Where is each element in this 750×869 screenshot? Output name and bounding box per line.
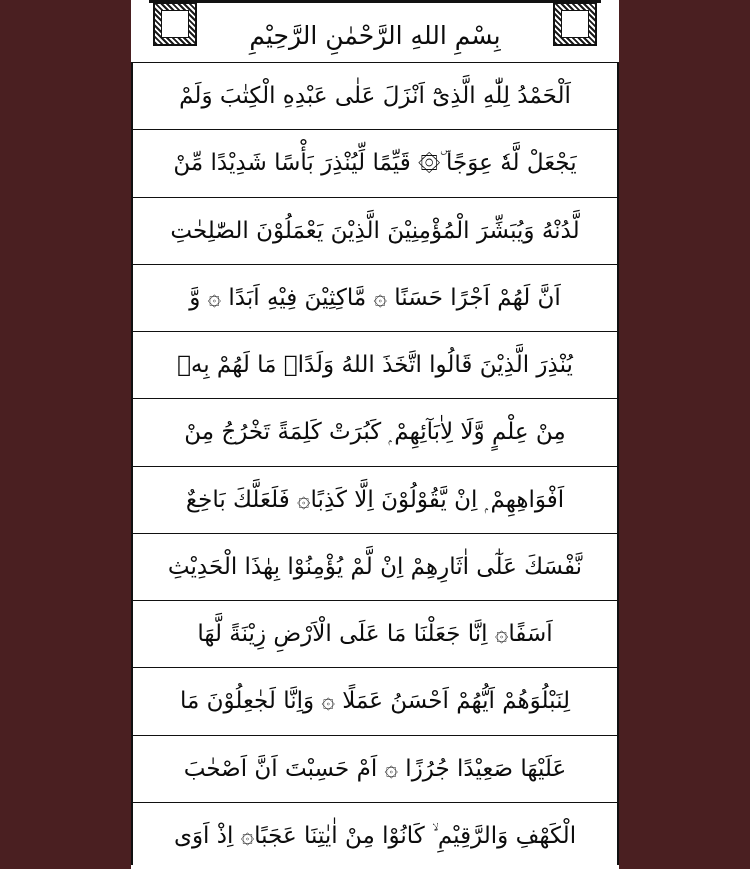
ayah-line: اَسَفًا۞ اِنَّا جَعَلْنَا مَا عَلَى الْاَرْضِ زِيْنَةً لَّهَا — [131, 601, 619, 668]
page-header — [131, 0, 619, 63]
ayah-line: يُنْذِرَ الَّذِيْنَ قَالُوا اتَّخَذَ اللهُ وَلَدًا۞ مَا لَهُمْ بِهٖ — [131, 332, 619, 399]
ayah-line: لَّدُنْهُ وَيُبَشِّرَ الْمُؤْمِنِيْنَ الَّذِيْنَ يَعْمَلُوْنَ الصّٰلِحٰتِ — [131, 198, 619, 265]
ayah-line: اَنَّ لَهُمْ اَجْرًا حَسَنًا ۞ مَّاكِثِيْنَ فِيْهِ اَبَدًا ۞ وَّ — [131, 265, 619, 332]
page-border-left — [131, 0, 133, 869]
ayah-line: لِنَبْلُوَهُمْ اَيُّهُمْ اَحْسَنُ عَمَلًا ۞ وَاِنَّا لَجٰعِلُوْنَ مَا — [131, 668, 619, 735]
basmala-text: بِسْمِ اللهِ الرَّحْمٰنِ الرَّحِيْمِ — [249, 20, 501, 50]
ayah-line: يَجْعَلْ لَّهٗ عِوَجًا ۜ۞ قَيِّمًا لِّيُنْذِرَ بَأْسًا شَدِيْدًا مِّنْ — [131, 130, 619, 197]
ayah-line: نَّفْسَكَ عَلٰٓى اٰثَارِهِمْ اِنْ لَّمْ يُؤْمِنُوْا بِهٰذَا الْحَدِيْثِ — [131, 534, 619, 601]
ayah-line-list — [131, 63, 619, 869]
ayah-line: اَفْوَاهِهِمْ ۭ اِنْ يَّقُوْلُوْنَ اِلَّا كَذِبًا۞ فَلَعَلَّكَ بَاخِعٌ — [131, 467, 619, 534]
ayah-line: اَلْحَمْدُ لِلّٰهِ الَّذِىْٓ اَنْزَلَ عَلٰى عَبْدِهِ الْكِتٰبَ وَلَمْ — [131, 63, 619, 130]
ayah-line: الْكَهْفِ وَالرَّقِيْمِ ۙ كَانُوْا مِنْ اٰيٰتِنَا عَجَبًا۞ اِذْ اَوَى — [173, 822, 577, 849]
ayah-line: مِنْ عِلْمٍ وَّلَا لِاٰبَآئِهِمْ ۭ كَبُرَتْ كَلِمَةً تَخْرُجُ مِنْ — [131, 399, 619, 466]
mushaf-page — [131, 0, 619, 869]
page-footer — [131, 865, 619, 869]
ayah-line: عَلَيْهَا صَعِيْدًا جُرُزًا ۞ اَمْ حَسِبْتَ اَنَّ اَصْحٰبَ — [131, 736, 619, 803]
page-border-right — [617, 0, 619, 869]
